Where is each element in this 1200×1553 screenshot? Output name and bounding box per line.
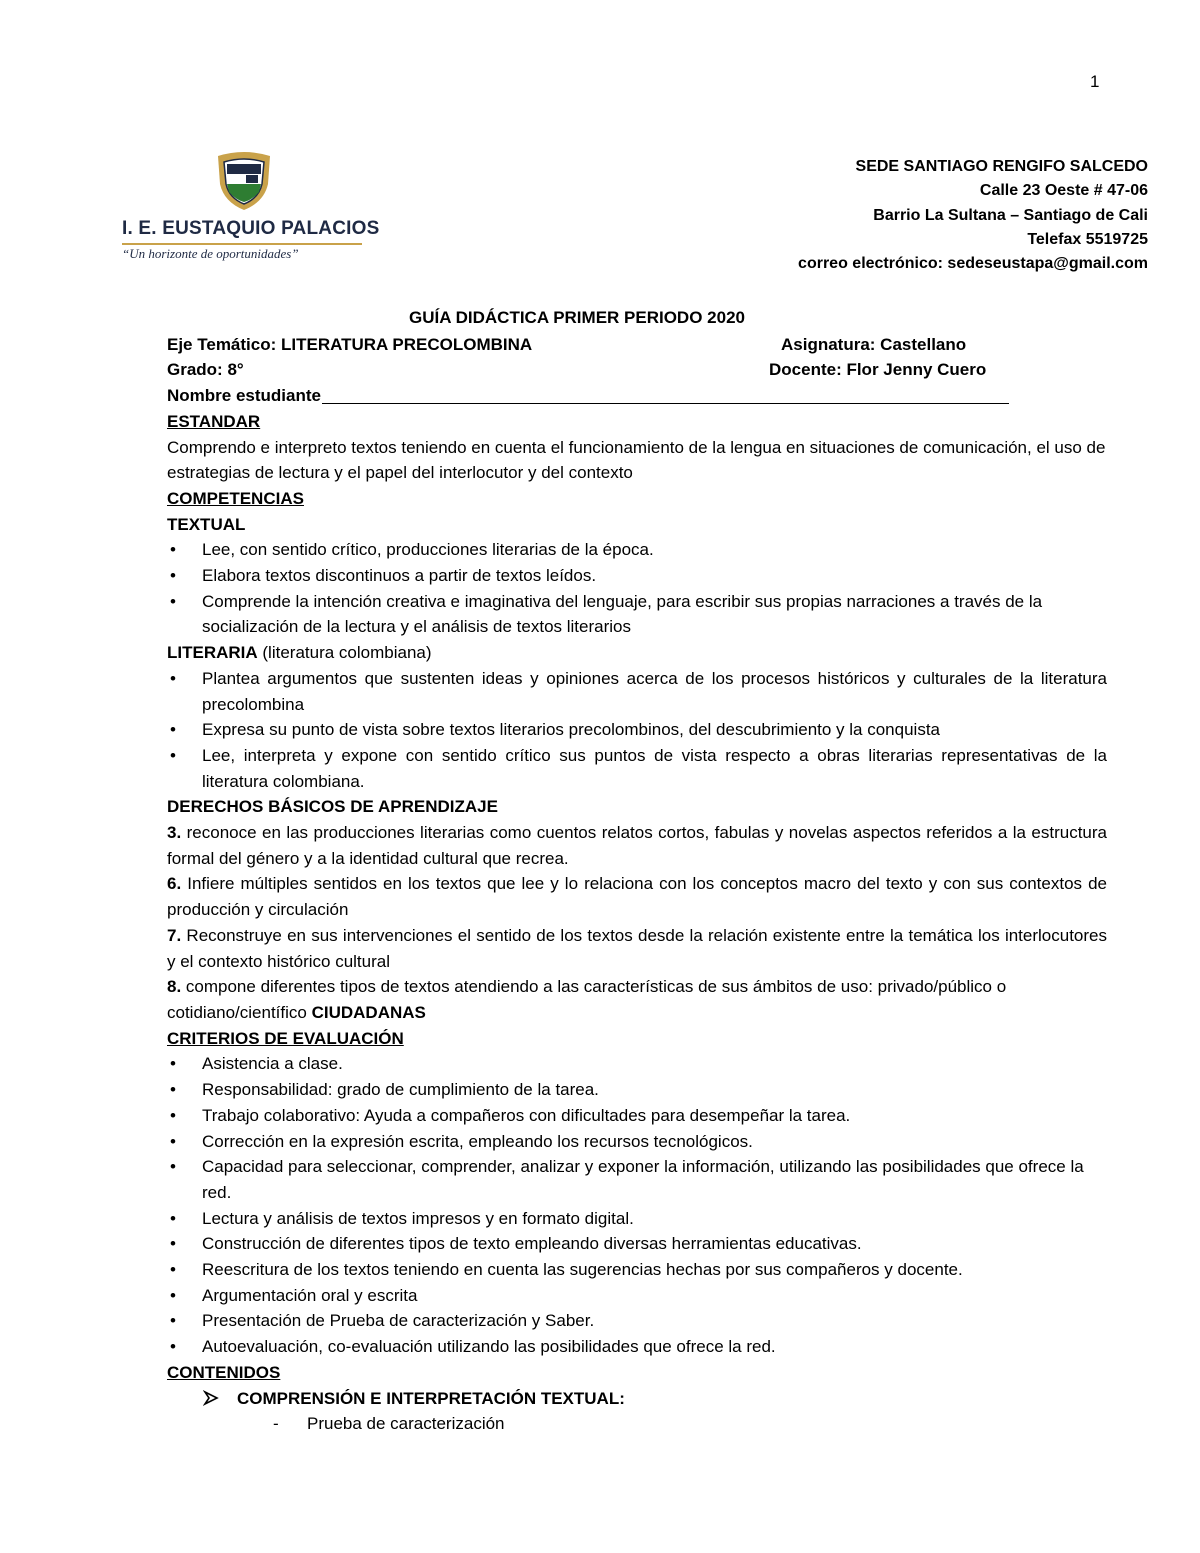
list-item: • Asistencia a clase. [167, 1051, 1107, 1077]
criterios-heading: CRITERIOS DE EVALUACIÓN [167, 1028, 404, 1048]
dba-text: reconoce en las producciones literarias como cuentos relatos cortos, fabulas y novelas aspectos referidos a la estructura formal del género y a la identidad cultural que recrea. [167, 823, 1107, 868]
contenidos-sub-item-text: Prueba de caracterización [307, 1414, 505, 1434]
list-item: • Argumentación oral y escrita [167, 1283, 1107, 1309]
dba-item [167, 974, 1107, 1025]
logo-school-name: I. E. EUSTAQUIO PALACIOS [122, 218, 380, 239]
docente: Docente: Flor Jenny Cuero [769, 360, 987, 380]
header-row-eje [167, 332, 1009, 358]
list-item: • Elabora textos discontinuos a partir de textos leídos. [167, 563, 1107, 589]
school-contact-block [798, 155, 1148, 276]
dba-number: 6. [167, 874, 182, 894]
ciudadanas-label: CIUDADANAS [311, 1002, 426, 1022]
list-item: • Trabajo colaborativo: Ayuda a compañeros con dificultades para desempeñar la tarea. [167, 1103, 1107, 1129]
eje-tematico: Eje Temático: LITERATURA PRECOLOMBINA [167, 334, 533, 354]
student-name-row [167, 383, 1009, 409]
sede-name: SEDE SANTIAGO RENGIFO SALCEDO [855, 158, 1148, 175]
grado: Grado: 8° [167, 360, 244, 380]
asignatura: Asignatura: Castellano [781, 334, 967, 354]
list-item: • Autoevaluación, co-evaluación utilizando las posibilidades que ofrece la red. [167, 1334, 1107, 1360]
competencias-heading: COMPETENCIAS [167, 488, 304, 508]
page-number: 1 [1090, 72, 1100, 91]
textual-list [167, 537, 1107, 640]
list-item: • Lectura y análisis de textos impresos y en formato digital. [167, 1206, 1107, 1232]
list-item: • Responsabilidad: grado de cumplimiento de la tarea. [167, 1077, 1107, 1103]
list-item: • Comprende la intención creativa e imaginativa del lenguaje, para escribir sus propias narraciones a través de la socialización de la lectura y el análisis de textos literarios [167, 589, 1107, 640]
list-item: • Reescritura de los textos teniendo en cuenta las sugerencias hechas por sus compañeros y docente. [167, 1257, 1107, 1283]
criterios-list [167, 1051, 1107, 1359]
student-name-label: Nombre estudiante [167, 386, 321, 406]
textual-heading: TEXTUAL [167, 514, 246, 534]
dba-heading: DERECHOS BÁSICOS DE APRENDIZAJE [167, 797, 498, 817]
dba-number: 3. [167, 823, 182, 843]
dash-bullet: - [273, 1414, 279, 1434]
list-item: • Corrección en la expresión escrita, empleando los recursos tecnológicos. [167, 1129, 1107, 1155]
document-body [167, 305, 1107, 1437]
list-item: • Expresa su punto de vista sobre textos literarios precolombinos, del descubrimiento y la conquista [167, 717, 1107, 743]
dba-text: Infiere múltiples sentidos en los textos que lee y lo relaciona con los conceptos macro del texto y con sus contextos de producción y circulación [167, 874, 1107, 920]
contenidos-item-text: COMPRENSIÓN E INTERPRETACIÓN TEXTUAL: [237, 1388, 625, 1408]
literaria-list [167, 666, 1107, 795]
estandar-text: Comprendo e interpreto textos teniendo en cuenta el funcionamiento de la lengua en situaciones de comunicación, el uso de estrategias de lectura y el papel del interlocutor y del contexto [167, 437, 1106, 483]
logo-divider [122, 243, 362, 245]
dba-text: compone diferentes tipos de textos atendiendo a las características de sus ámbitos de uso: privado/público o cotidiano/científico [167, 977, 1007, 1022]
school-barrio: Barrio La Sultana – Santiago de Cali [873, 206, 1148, 224]
school-telefax: Telefax 5519725 [1027, 230, 1148, 248]
list-item: • Construcción de diferentes tipos de texto empleando diversas herramientas educativas. [167, 1231, 1107, 1257]
list-item: • Capacidad para seleccionar, comprender, analizar y exponer la información, utilizando las posibilidades que ofrece la red. [167, 1154, 1107, 1205]
list-item: • Lee, interpreta y expone con sentido crítico sus puntos de vista respecto a obras literarias representativas de la literatura colombiana. [167, 743, 1107, 794]
literaria-note: (literatura colombiana) [257, 643, 432, 663]
contenidos-item [167, 1386, 1107, 1412]
dba-item [167, 820, 1107, 871]
dba-number: 8. [167, 977, 182, 997]
school-address: Calle 23 Oeste # 47-06 [979, 182, 1148, 200]
student-name-blank-line [322, 383, 1009, 404]
list-item: • Lee, con sentido crítico, producciones literarias de la época. [167, 537, 1107, 563]
list-item: • Presentación de Prueba de caracterización y Saber. [167, 1308, 1107, 1334]
contenidos-sub-item [167, 1411, 1107, 1437]
school-logo [122, 150, 380, 265]
contenidos-heading: CONTENIDOS [167, 1362, 281, 1382]
arrowhead-bullet-icon [203, 1386, 219, 1412]
logo-slogan: “Un horizonte de oportunidades” [122, 246, 299, 261]
literaria-heading: LITERARIA [167, 643, 258, 663]
shield-crest-icon [214, 150, 274, 212]
document-title: GUÍA DIDÁCTICA PRIMER PERIODO 2020 [409, 308, 745, 327]
literaria-heading-row [167, 640, 1107, 666]
dba-text: Reconstruye en sus intervenciones el sentido de los textos desde la relación existente entre la temática los interlocutores y el contexto histórico cultural [167, 925, 1107, 971]
school-email: correo electrónico: sedeseustapa@gmail.com [798, 255, 1148, 273]
dba-number: 7. [167, 925, 182, 945]
header-row-grado [167, 357, 1009, 383]
estandar-heading: ESTANDAR [167, 411, 261, 431]
dba-item [167, 871, 1107, 922]
dba-item [167, 923, 1107, 974]
list-item: • Plantea argumentos que sustenten ideas y opiniones acerca de los procesos históricos y culturales de la literatura precolombina [167, 666, 1107, 717]
